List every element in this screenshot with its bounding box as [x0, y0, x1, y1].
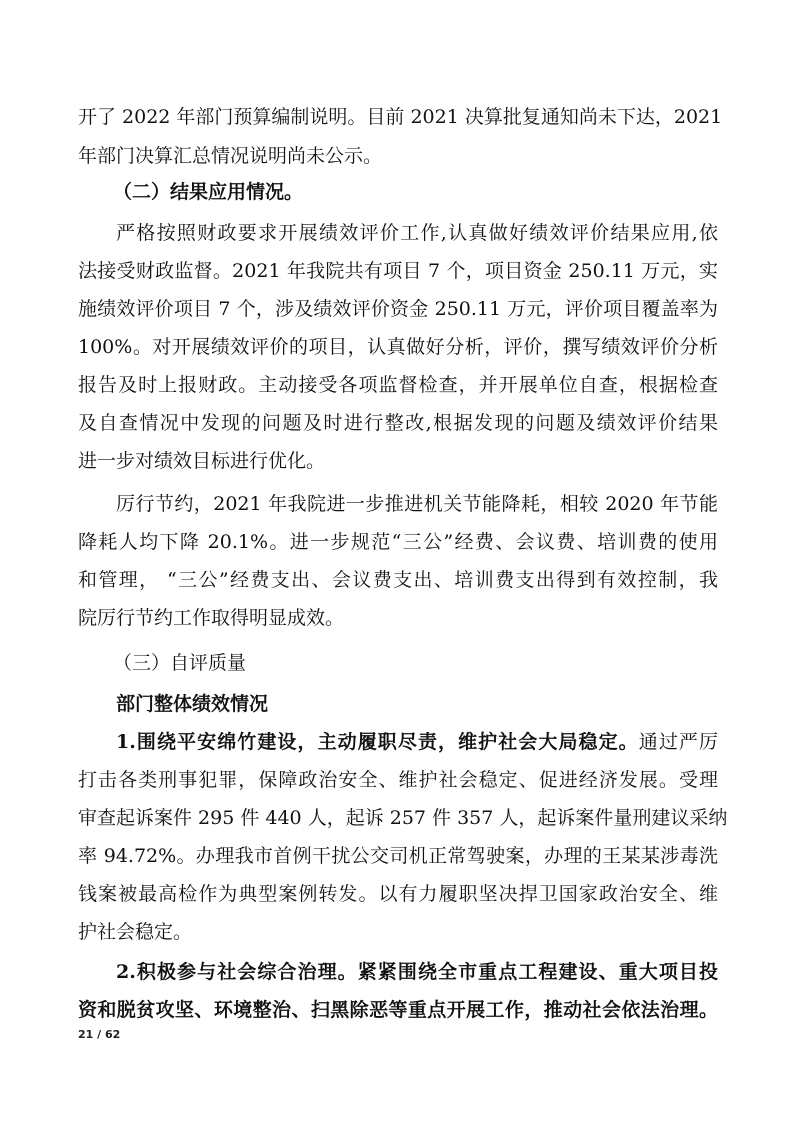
- text-line-22: 护社会稳定。: [78, 921, 193, 943]
- page-number: 21 / 62: [78, 1028, 121, 1041]
- text-line-13: 和管理， “三公”经费支出、会议费支出、培训费支出得到有效控制，我: [78, 569, 718, 591]
- text-line-24: 资和脱贫攻坚、环境整治、扫黑除恶等重点开展工作，推动社会依法治理。: [78, 999, 718, 1021]
- text-line-23: 2.积极参与社会综合治理。紧紧围绕全市重点工程建设、重大项目投: [116, 961, 718, 983]
- text-line-18: 打击各类刑事犯罪，保障政治安全、维护社会稳定、促进经济发展。受理: [78, 769, 718, 791]
- text-line-4: 严格按照财政要求开展绩效评价工作,认真做好绩效评价结果应用,依: [116, 222, 718, 244]
- text-line-10: 进一步对绩效目标进行优化。: [78, 450, 326, 472]
- bold-lead-1: 1.围绕平安绵竹建设，主动履职尽责，维护社会大局稳定。: [116, 731, 639, 753]
- text-line-9: 及自查情况中发现的问题及时进行整改,根据发现的问题及绩效评价结果: [78, 412, 718, 434]
- text-line-12: 降耗人均下降 20.1%。进一步规范“三公”经费、会议费、培训费的使用: [78, 531, 718, 553]
- section-heading-results: （二）结果应用情况。: [113, 181, 304, 203]
- text-line-17-tail: 通过严厉: [638, 731, 718, 753]
- section-heading-self-eval: （三）自评质量: [113, 652, 247, 674]
- text-line-20: 率 94.72%。办理我市首例干扰公交司机正常驾驶案，办理的王某某涉毒洗: [78, 845, 718, 867]
- text-line-14: 院厉行节约工作取得明显成效。: [78, 607, 345, 629]
- text-line-5: 法接受财政监督。2021 年我院共有项目 7 个，项目资金 250.11 万元，实: [78, 260, 718, 282]
- text-line-1: 开了 2022 年部门预算编制说明。目前 2021 决算批复通知尚未下达，2021: [78, 106, 723, 128]
- text-line-21: 钱案被最高检作为典型案例转发。以有力履职坚决捍卫国家政治安全、维: [78, 883, 718, 905]
- subheading-overall-performance: 部门整体绩效情况: [116, 693, 269, 715]
- text-line-11: 厉行节约，2021 年我院进一步推进机关节能降耗，相较 2020 年节能: [116, 493, 718, 515]
- text-line-2: 年部门决算汇总情况说明尚未公示。: [78, 145, 383, 167]
- text-line-6: 施绩效评价项目 7 个，涉及绩效评价资金 250.11 万元，评价项目覆盖率为: [78, 298, 718, 320]
- text-line-19: 审查起诉案件 295 件 440 人，起诉 257 件 357 人，起诉案件量刑建议采纳: [78, 807, 728, 829]
- text-line-7: 100%。对开展绩效评价的项目，认真做好分析，评价，撰写绩效评价分析: [78, 336, 718, 358]
- text-line-8: 报告及时上报财政。主动接受各项监督检查，并开展单位自查，根据检查: [78, 374, 718, 396]
- text-line-17: [116, 727, 718, 757]
